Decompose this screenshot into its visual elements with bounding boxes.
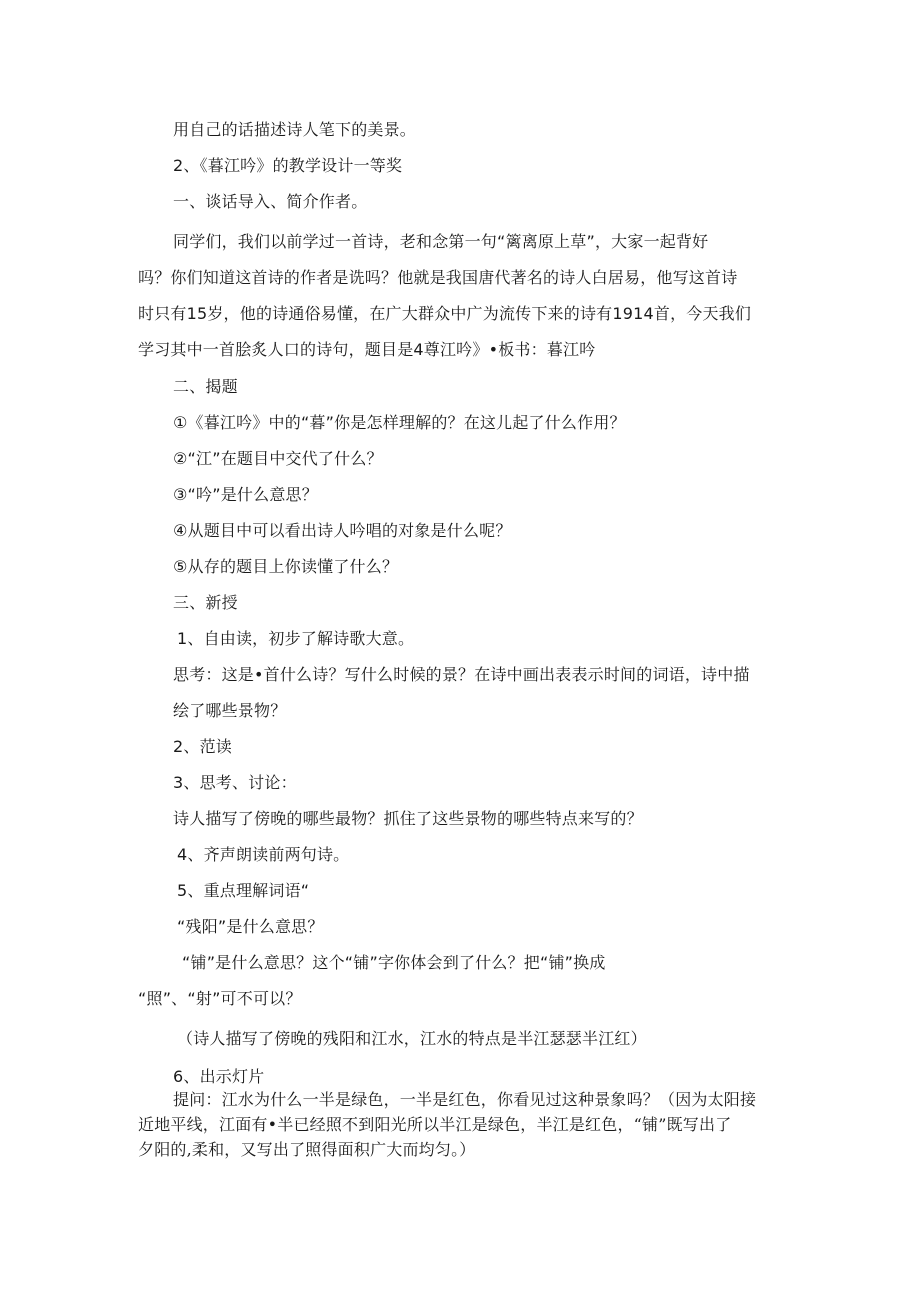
step-6: 6、出示灯片 [173,1067,265,1086]
think-line-1: 思考：这是•首什么诗？写什么时候的景？在诗中画出表表示时间的词语，诗中描 [173,665,750,684]
question-4: ④从题目中可以看出诗人吟唱的对象是什么呢？ [173,521,512,540]
heading-1: 一、谈话导入、简介作者。 [173,192,368,211]
question-1: ①《暮江吟》中的“暮”你是怎样理解的？在这儿起了什么作用？ [173,413,626,432]
question-2: ②“江”在题目中交代了什么？ [173,449,383,468]
question-3: ③“吟”是什么意思？ [173,485,318,504]
word-question-2b: “照”、“射”可不可以？ [138,989,302,1008]
prompt-line-2: 近地平线，江面有•半已经照不到阳光所以半江是绿色，半江是红色，“铺”既写出了 [138,1115,732,1134]
paragraph-line-2: 吗？你们知道这首诗的作者是诜吗？他就是我国唐代著名的诗人白居易，他写这首诗 [138,268,738,287]
word-question-2a: “铺”是什么意思？这个“铺”字你体会到了什么？把“铺”换成 [182,953,606,972]
paragraph-line-1: 同学们，我们以前学过一首诗，老和念第一句“篱离原上草”，大家一起背好 [173,232,709,251]
step-3: 3、思考、讨论： [173,773,297,792]
prompt-line-1: 提问：江水为什么一半是绿色，一半是红色，你看见过这种景象吗？（因为太阳接 [173,1090,757,1109]
step-2: 2、范读 [173,737,232,756]
text-line-1: 用自己的话描述诗人笔下的美景。 [173,120,417,139]
summary-note: （诗人描写了傍晚的残阳和江水，江水的特点是半江瑟瑟半江红） [177,1029,647,1048]
word-question-1: “残阳”是什么意思？ [177,917,324,936]
prompt-line-3: 夕阳的,柔和，又写出了照得面积广大而均匀。） [138,1140,476,1159]
heading-3: 三、新授 [173,593,238,612]
heading-2: 二、揭题 [173,377,238,396]
step-1: 1、自由读，初步了解诗歌大意。 [177,629,415,648]
paragraph-line-4: 学习其中一首脍炙人口的诗句，题目是4尊江吟》•板书：暮江吟 [138,340,596,359]
paragraph-line-3: 时只有15岁，他的诗通俗易懂，在广大群众中广为流传下来的诗有1914首，今天我们 [138,304,752,323]
discussion-question: 诗人描写了傍晚的哪些最物？抓住了这些景物的哪些特点来写的？ [173,809,643,828]
question-5: ⑤从存的题目上你读懂了什么？ [173,557,399,576]
section-title-2: 2、《暮江吟》的教学设计一等奖 [173,156,403,175]
step-5: 5、重点理解词语“ [177,881,310,900]
step-4: 4、齐声朗读前两句诗。 [177,845,350,864]
think-line-2: 绘了哪些景物？ [173,701,287,720]
